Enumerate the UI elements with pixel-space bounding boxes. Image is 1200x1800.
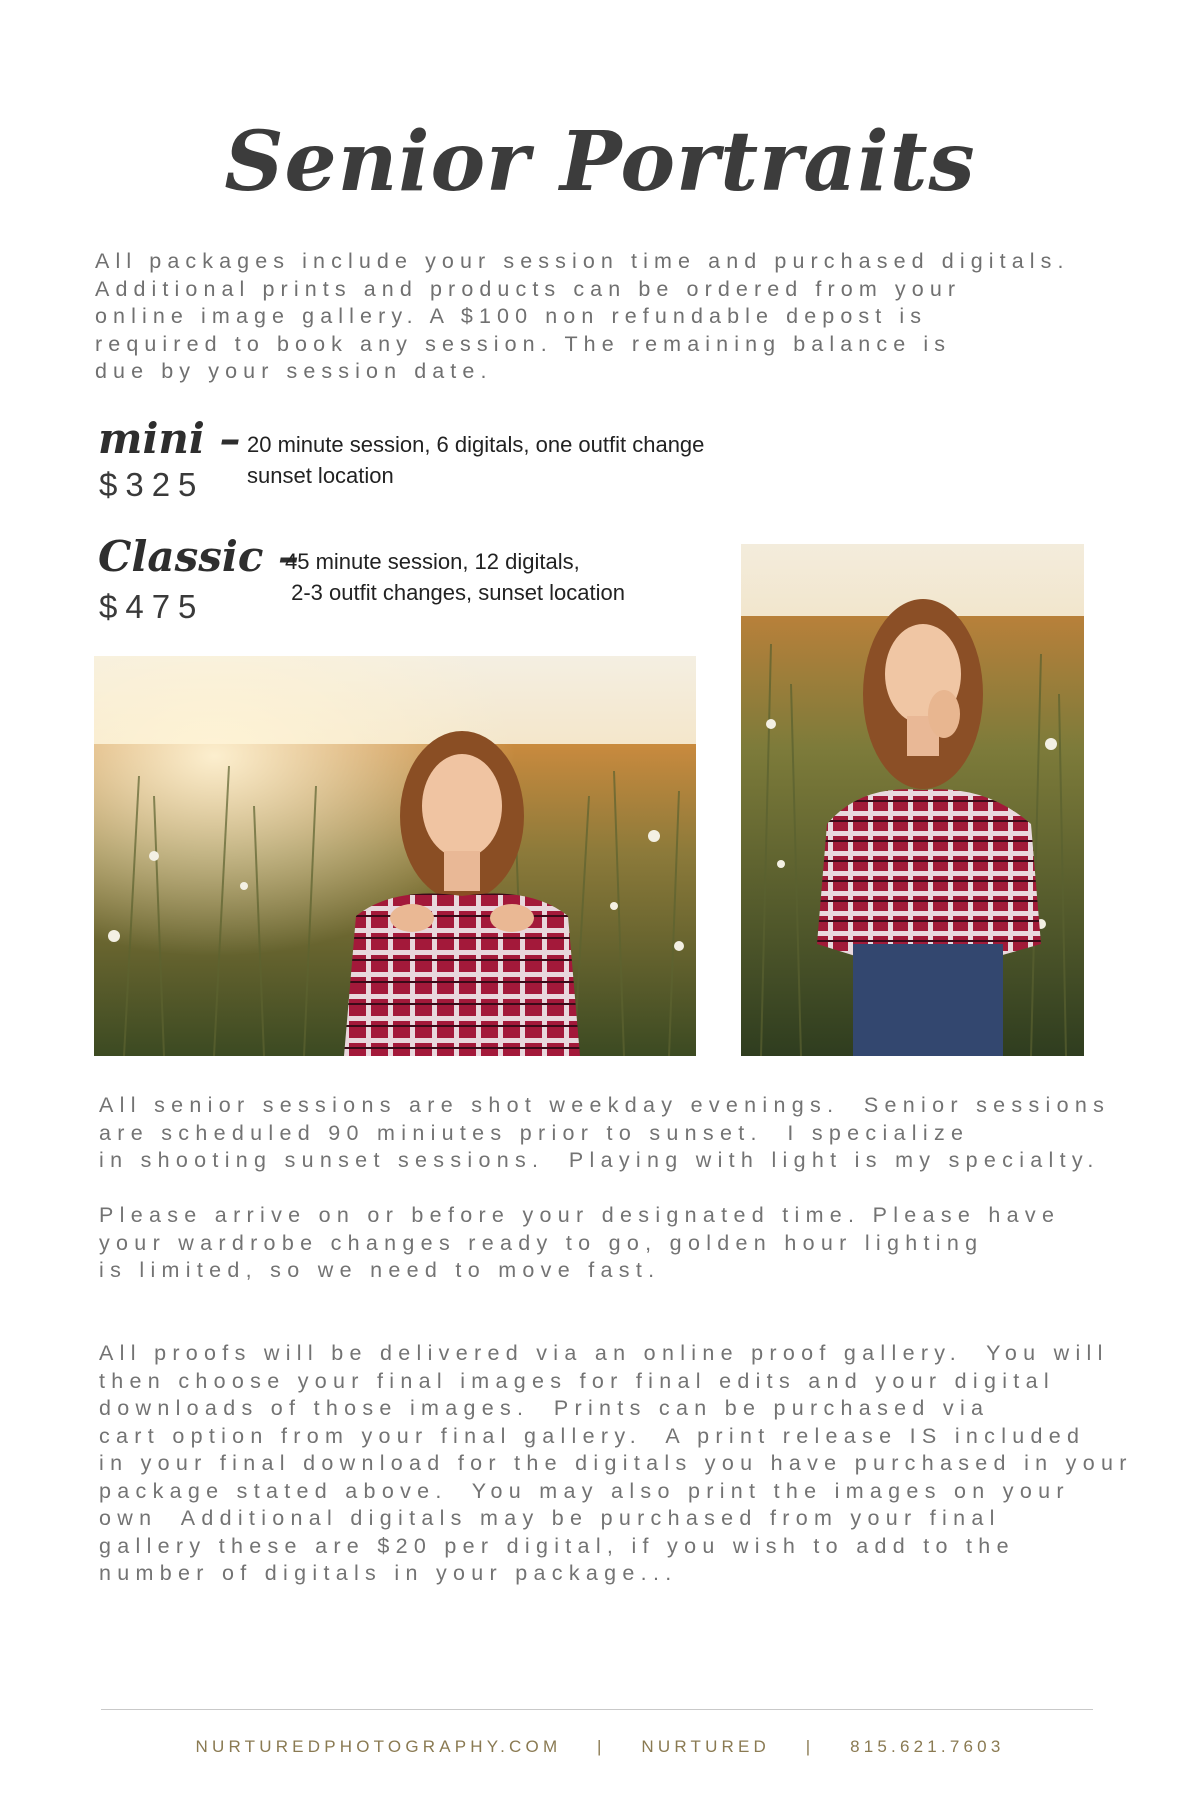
package-mini-desc-line: 20 minute session, 6 digitals, one outfit change: [247, 432, 705, 457]
photo-landscape-illustration: [94, 656, 696, 1056]
arrival-paragraph: [99, 1202, 1179, 1285]
intro-paragraph: [95, 248, 1115, 386]
footer-divider: [101, 1709, 1093, 1710]
proofs-line: downloads of those images. Prints can be purchased via: [99, 1396, 990, 1420]
package-mini-price: $325: [99, 466, 205, 503]
sessions-line: in shooting sunset sessions. Playing with light is my specialty.: [99, 1148, 1100, 1172]
photo-vertical-illustration: [741, 544, 1084, 1056]
package-classic-desc-line: 2-3 outfit changes, sunset location: [285, 580, 625, 605]
footer-website-link[interactable]: NURTUREDPHOTOGRAPHY.COM: [195, 1737, 562, 1756]
footer-separator: |: [597, 1737, 606, 1756]
package-mini-description: [247, 429, 704, 491]
proofs-paragraph: [99, 1340, 1179, 1588]
intro-line: online image gallery. A $100 non refundable depost is: [95, 304, 928, 328]
sessions-line: are scheduled 90 miniutes prior to sunset. I specialize: [99, 1120, 970, 1145]
proofs-line: cart option from your final gallery. A print release IS included: [99, 1423, 1086, 1448]
proofs-line: gallery these are $20 per digital, if you wish to add to the: [99, 1533, 1015, 1558]
arrival-line: is limited, so we need to move fast.: [99, 1258, 661, 1282]
proofs-line: then choose your final images for final edits and your digital: [99, 1368, 1055, 1393]
package-mini-desc-line: sunset location: [247, 463, 394, 488]
package-classic-price: $475: [99, 588, 205, 625]
intro-line: All packages include your session time and purchased digitals.: [95, 249, 1070, 273]
package-mini-name: mini –: [98, 414, 241, 463]
arrival-line: Please arrive on or before your designated time. Please have: [99, 1203, 1061, 1227]
intro-line: required to book any session. The remaining balance is: [95, 331, 952, 356]
package-classic-name: Classic –: [98, 532, 300, 581]
proofs-line: own Additional digitals may be purchased from your final: [99, 1506, 1001, 1530]
footer-brand: NURTURED: [641, 1737, 771, 1756]
footer-phone-link[interactable]: 815.621.7603: [850, 1737, 1005, 1756]
proofs-line: package stated above. You may also print the images on your: [99, 1478, 1070, 1503]
portrait-photo-vertical: [741, 544, 1084, 1056]
footer: [0, 1736, 1200, 1758]
intro-line: Additional prints and products can be ordered from your: [95, 276, 962, 301]
package-classic-description: [285, 546, 625, 608]
proofs-line: number of digitals in your package...: [99, 1561, 678, 1585]
intro-line: due by your session date.: [95, 359, 493, 383]
package-classic-desc-line: 45 minute session, 12 digitals,: [285, 549, 580, 574]
arrival-line: your wardrobe changes ready to go, golden hour lighting: [99, 1230, 984, 1255]
portrait-photo-landscape: [94, 656, 696, 1056]
page-title: Senior Portraits: [224, 114, 976, 210]
proofs-line: All proofs will be delivered via an online proof gallery. You will: [99, 1341, 1109, 1365]
sessions-paragraph: [99, 1092, 1179, 1175]
footer-separator: |: [805, 1737, 815, 1756]
proofs-line: in your final download for the digitals you have purchased in your: [99, 1451, 1133, 1475]
sessions-line: All senior sessions are shot weekday evenings. Senior sessions: [99, 1093, 1111, 1117]
